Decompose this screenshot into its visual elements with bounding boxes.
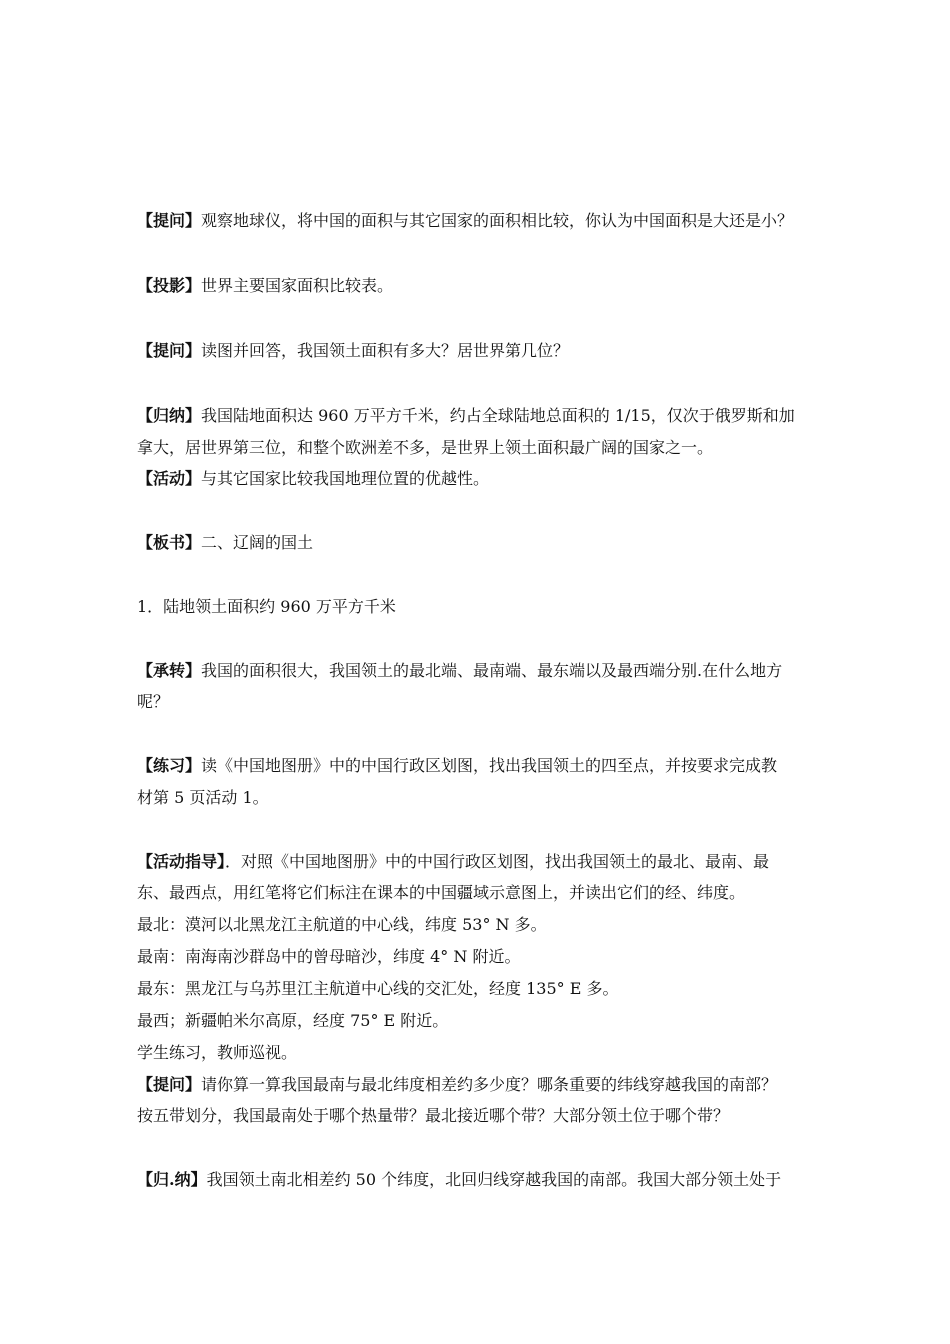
paragraph-line <box>137 692 827 712</box>
paragraph-line <box>137 438 827 458</box>
paragraph-line <box>137 947 827 967</box>
paragraph-line <box>137 1106 827 1126</box>
paragraph-line <box>137 276 827 296</box>
paragraph-text: 我国陆地面积达 960 万平方千米，约占全球陆地总面积的 1/15，仅次于俄罗斯和加 <box>201 406 795 425</box>
paragraph-tag: 【提问】 <box>137 1075 202 1094</box>
paragraph-tag: 【承转】 <box>137 661 202 680</box>
paragraph-tag: 【板书】 <box>137 533 202 552</box>
paragraph-tag: 【提问】 <box>137 211 202 230</box>
paragraph-tag: 【归纳】 <box>137 406 202 425</box>
paragraph-line <box>137 788 827 808</box>
paragraph-line <box>137 406 827 426</box>
paragraph-line <box>137 597 827 617</box>
paragraph-text: 请你算一算我国最南与最北纬度相差约多少度？哪条重要的纬线穿越我国的南部？ <box>201 1075 778 1094</box>
paragraph-tag: 【活动指导】 <box>137 852 226 871</box>
paragraph-line <box>137 1043 827 1063</box>
paragraph-line <box>137 1170 827 1190</box>
paragraph-text: 拿大，居世界第三位，和整个欧洲差不多，是世界上领土面积最广阔的国家之一。 <box>137 438 714 457</box>
paragraph-line <box>137 852 827 872</box>
paragraph-text: 我国领土南北相差约 50 个纬度，北回归线穿越我国的南部。我国大部分领土处于 <box>206 1170 782 1189</box>
paragraph-text: 最北：漠河以北黑龙江主航道的中心线，纬度 53° N 多。 <box>137 915 547 934</box>
paragraph-line <box>137 661 827 681</box>
paragraph-tag: 【活动】 <box>137 469 202 488</box>
paragraph-text: 最西；新疆帕米尔高原，经度 75° E 附近。 <box>137 1011 449 1030</box>
paragraph-text: 呢？ <box>137 692 170 711</box>
paragraph-line <box>137 915 827 935</box>
paragraph-text: 最南：南海南沙群岛中的曾母暗沙，纬度 4° N 附近。 <box>137 947 521 966</box>
paragraph-text: ．对照《中国地图册》中的中国行政区划图，找出我国领土的最北、最南、最 <box>225 852 770 871</box>
paragraph-text: 材第 5 页活动 1。 <box>137 788 269 807</box>
paragraph-line <box>137 341 827 361</box>
paragraph-text: 读图并回答，我国领土面积有多大？居世界第几位？ <box>201 341 570 360</box>
paragraph-text: 观察地球仪，将中国的面积与其它国家的面积相比较，你认为中国面积是大还是小？ <box>201 211 794 230</box>
paragraph-tag: 【归.纳】 <box>137 1170 207 1189</box>
paragraph-line <box>137 533 827 553</box>
paragraph-line <box>137 1075 827 1095</box>
paragraph-text: 按五带划分，我国最南处于哪个热量带？最北接近哪个带？大部分领土位于哪个带？ <box>137 1106 730 1125</box>
paragraph-line <box>137 979 827 999</box>
paragraph-line <box>137 469 827 489</box>
paragraph-line <box>137 1011 827 1031</box>
paragraph-line <box>137 211 827 231</box>
paragraph-line <box>137 883 827 903</box>
paragraph-text: 与其它国家比较我国地理位置的优越性。 <box>201 469 490 488</box>
paragraph-tag: 【练习】 <box>137 756 202 775</box>
paragraph-text: 最东：黑龙江与乌苏里江主航道中心线的交汇处，经度 135° E 多。 <box>137 979 619 998</box>
paragraph-text: 学生练习，教师巡视。 <box>137 1043 298 1062</box>
paragraph-text: 我国的面积很大，我国领土的最北端、最南端、最东端以及最西端分别.在什么地方 <box>201 661 783 680</box>
paragraph-tag: 【投影】 <box>137 276 202 295</box>
paragraph-text: 读《中国地图册》中的中国行政区划图，找出我国领土的四至点，并按要求完成教 <box>201 756 778 775</box>
paragraph-line <box>137 756 827 776</box>
paragraph-tag: 【提问】 <box>137 341 202 360</box>
paragraph-text: 1．陆地领土面积约 960 万平方千米 <box>137 597 396 616</box>
paragraph-text: 东、最西点，用红笔将它们标注在课本的中国疆域示意图上，并读出它们的经、纬度。 <box>137 883 746 902</box>
paragraph-text: 二、辽阔的国土 <box>201 533 314 552</box>
paragraph-text: 世界主要国家面积比较表。 <box>201 276 394 295</box>
